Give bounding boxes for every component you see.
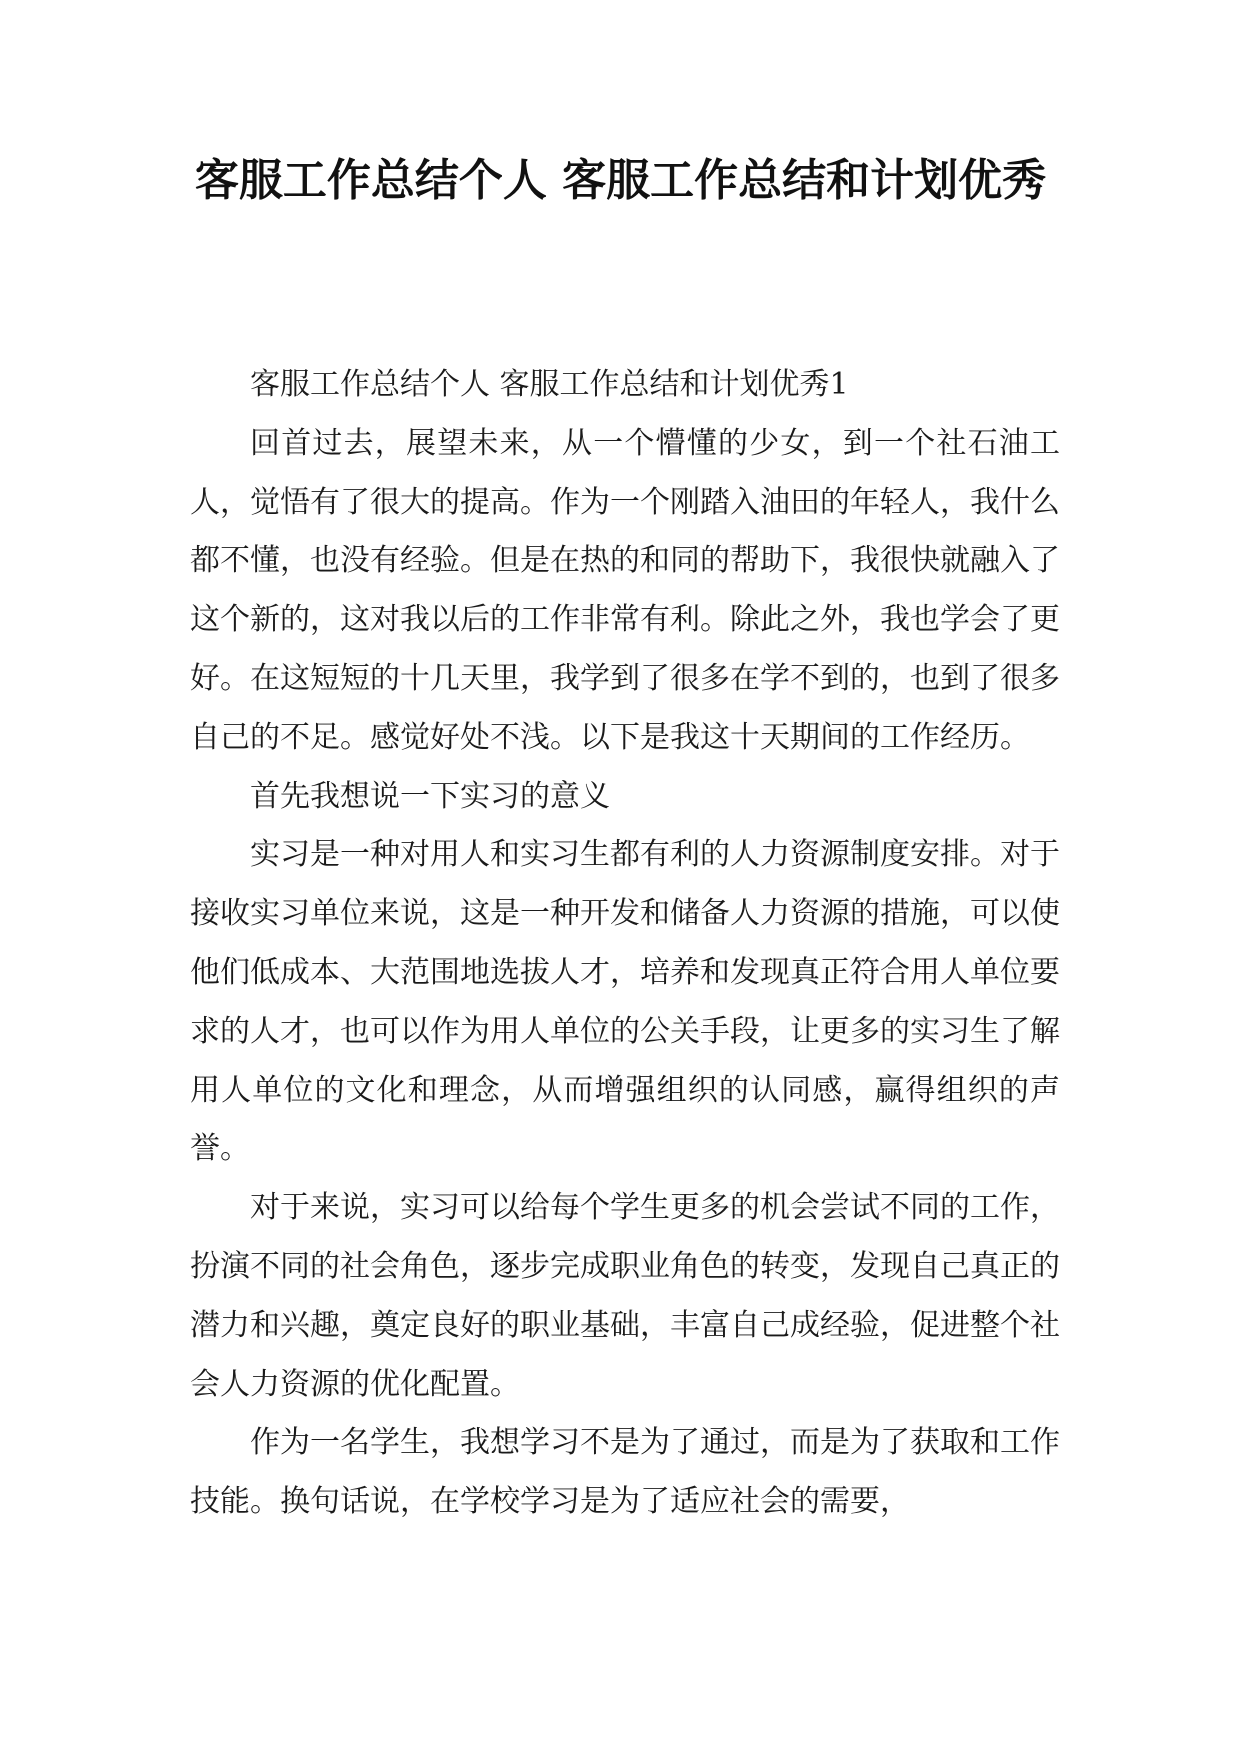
paragraph: 实习是一种对用人和实习生都有利的人力资源制度安排。对于接收实习单位来说，这是一种开发和储备人力资源的措施，可以使他们低成本、大范围地选拔人才，培养和发现真正符合用人单位要求的人才，也可以作为用人单位的公关手段，让更多的实习生了解用人单位的文化和理念，从而增强组织的认同感，赢得组织的声誉。 — [190, 837, 1060, 1167]
document-title: 客服工作总结个人 客服工作总结和计划优秀 — [194, 155, 1047, 206]
paragraph: 对于来说，实习可以给每个学生更多的机会尝试不同的工作，扮演不同的社会角色，逐步完成职业角色的转变，发现自己真正的潜力和兴趣，奠定良好的职业基础，丰富自己成经验，促进整个社会人力资源的优化配置。 — [190, 1190, 1060, 1402]
paragraph: 作为一名学生，我想学习不是为了通过，而是为了获取和工作技能。换句话说，在学校学习是为了适应社会的需要， — [190, 1425, 1060, 1520]
paragraph-heading: 首先我想说一下实习的意义 — [250, 778, 610, 814]
document-body — [190, 356, 1060, 1532]
paragraph-subtitle: 客服工作总结个人 客服工作总结和计划优秀1 — [250, 367, 849, 402]
paragraph: 回首过去，展望未来，从一个懵懂的少女，到一个社石油工人，觉悟有了很大的提高。作为一个刚踏入油田的年轻人，我什么都不懂，也没有经验。但是在热的和同的帮助下，我很快就融入了这个新的，这对我以后的工作非常有利。除此之外，我也学会了更好。在这短短的十几天里，我学到了很多在学不到的，也到了很多自己的不足。感觉好处不浅。以下是我这十天期间的工作经历。 — [190, 425, 1060, 755]
